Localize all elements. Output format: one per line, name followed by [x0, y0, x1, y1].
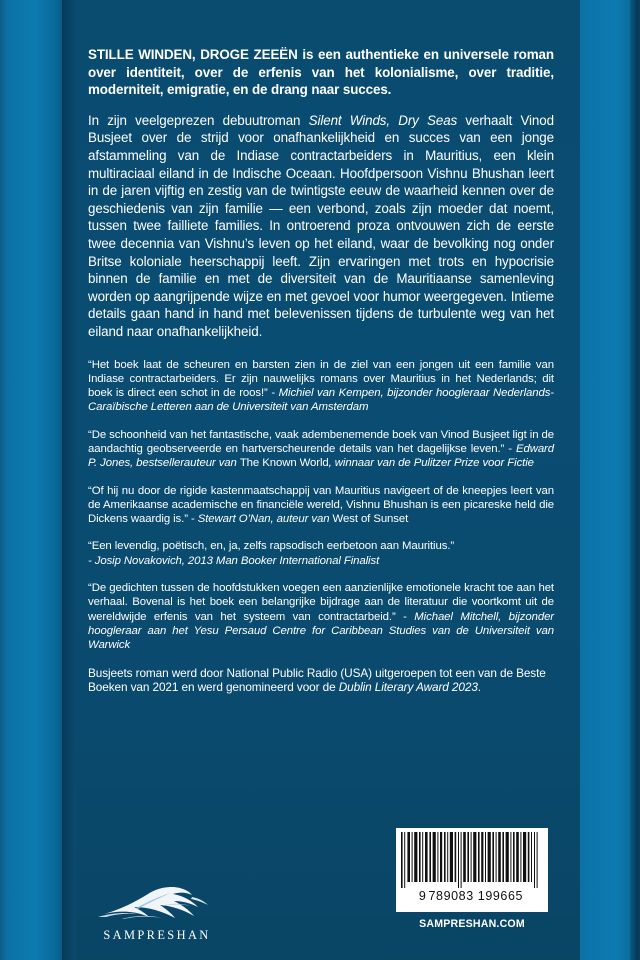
original-title: Silent Winds, Dry Seas	[308, 112, 458, 128]
spine-left-edge	[0, 0, 6, 960]
quote-text: “Het boek laat de scheuren en barsten zien in de ziel van een jongen uit een familie van Indiase contractarbeiders. Er zijn nauwelijks romans over Mauritius in het Nederlands; dit boek is direct een schot in de roos!”	[88, 358, 554, 400]
right-outer-edge	[630, 0, 640, 960]
review-quote	[88, 484, 554, 527]
review-quote	[88, 539, 554, 568]
review-quote	[88, 358, 554, 415]
isbn-barcode	[396, 828, 548, 912]
quote-attribution: - Josip Novakovich, 2013 Man Booker International Finalist	[88, 554, 380, 567]
spine-left-panel	[0, 0, 62, 960]
quote-text: “Een levendig, poëtisch, en, ja, zelfs rapsodisch eerbetoon aan Mauritius.”	[88, 540, 455, 553]
review-quote	[88, 428, 554, 471]
review-quote	[88, 581, 554, 652]
quote-text: “De gedichten tussen de hoofdstukken voegen een aanzienlijke emotionele kracht toe aan het verhaal. Bovenal is het boek een belangrijke bijdrage aan de literatuur die voortkomt uit de wereldwijde erfenis van het systeem van contractarbeid.”	[88, 582, 554, 623]
quote-dash: -	[267, 387, 279, 400]
quote-dash: -	[395, 610, 415, 623]
quote-attribution-tail: , winnaar van de Pulitzer Prize voor Fictie	[328, 457, 534, 470]
award-note-part-1: Busjeets roman werd door National Public Radio (USA) uitgeroepen tot een van de Beste Boeken van 2021 en werd genomineerd voor de	[88, 665, 546, 695]
lede-rest: is een authentieke en universele roman over identiteit, over de erfenis van het kolonialisme, over traditie, moderniteit, emigratie, en de drang naar succes.	[88, 47, 554, 98]
isbn-group-2: 199665	[477, 889, 524, 903]
quote-cited-work: The Known World	[239, 457, 329, 470]
quote-text: “Of hij nu door de rigide kastenmaatschappij van Mauritius navigeert of de kneepjes leert van de Amerikaanse academische en financiële wereld, Vishnu Bhushan is een picareske held die Dickens waardig is.”	[88, 484, 554, 526]
quote-attribution: Edward P. Jones, bestsellerauteur van	[88, 442, 554, 470]
quote-attribution: Stewart O’Nan, auteur van	[197, 513, 333, 526]
quote-cited-work: West of Sunset	[332, 513, 409, 526]
synopsis-part-1: In zijn veelgeprezen debuutroman	[88, 112, 309, 128]
flying-bird-logo-icon	[92, 884, 222, 926]
quote-text: “De schoonheid van het fantastische, vaak adembenemende boek van Vinod Busjeet ligt in de aandachtig geobserveerde en hartverscheurende details van het dagelijkse leven.”	[88, 428, 554, 455]
isbn-digits	[401, 889, 543, 903]
back-cover-content	[88, 46, 554, 695]
lede-paragraph	[88, 46, 554, 99]
publisher-logo-block	[92, 884, 222, 943]
quote-dash: -	[187, 513, 198, 526]
publisher-website[interactable]: SAMPRESHAN.COM	[419, 918, 525, 930]
isbn-leading-digit: 9	[418, 889, 427, 903]
quote-attribution: Michiel van Kempen, bijzonder hoogleraar Nederlands-Caraïbische Letteren aan de Universiteit van Amsterdam	[88, 387, 554, 414]
publisher-name: SAMPRESHAN	[103, 928, 211, 942]
book-title-caps: STILLE WINDEN, DROGE ZEEËN	[88, 47, 298, 62]
isbn-group-1: 789083	[428, 889, 474, 903]
synopsis-paragraph	[88, 112, 554, 341]
award-note	[88, 666, 554, 695]
barcode-bars-icon	[401, 832, 543, 888]
award-note-part-2: .	[477, 680, 481, 695]
synopsis-part-2: verhaalt Vinod Busjeet over de strijd voor onafhankelijkheid en succes van een jonge afstammeling van de Indiase contractarbeiders in Mauritius, een klein multiraciaal eiland in de Indische Oceaan. Hoofdpersoon Vishnu Bhushan leert in de jaren vijftig en zestig van de twintigste eeuw de waarheid kennen over de geschiedenis van zijn familie — een verbond, zoals zijn moeder dat noemt, tussen twee failliete families. In ontroerend proza ontvouwen zich de eerste twee decennia van Vishnu’s leven op het eiland, waar de bevolking nog onder Britse koloniale heerschappij leeft. Zijn ervaringen met trots en hypocrisie binnen de familie en met de diversiteit van de Mauritiaanse samenleving worden op aangrijpende wijze en met gevoel voor humor weergegeven. Intieme details gaan hand in hand met belevenissen tijdens de turbulente weg van het eiland naar onafhankelijkheid.	[88, 112, 554, 339]
quote-dash: -	[504, 442, 516, 455]
award-name: Dublin Literary Award 2023	[338, 680, 478, 695]
quote-attribution: Michael Mitchell, bijzonder hoogleraar aan het Yesu Persaud Centre for Caribbean Studies van de Universiteit van Warwick	[88, 610, 554, 652]
